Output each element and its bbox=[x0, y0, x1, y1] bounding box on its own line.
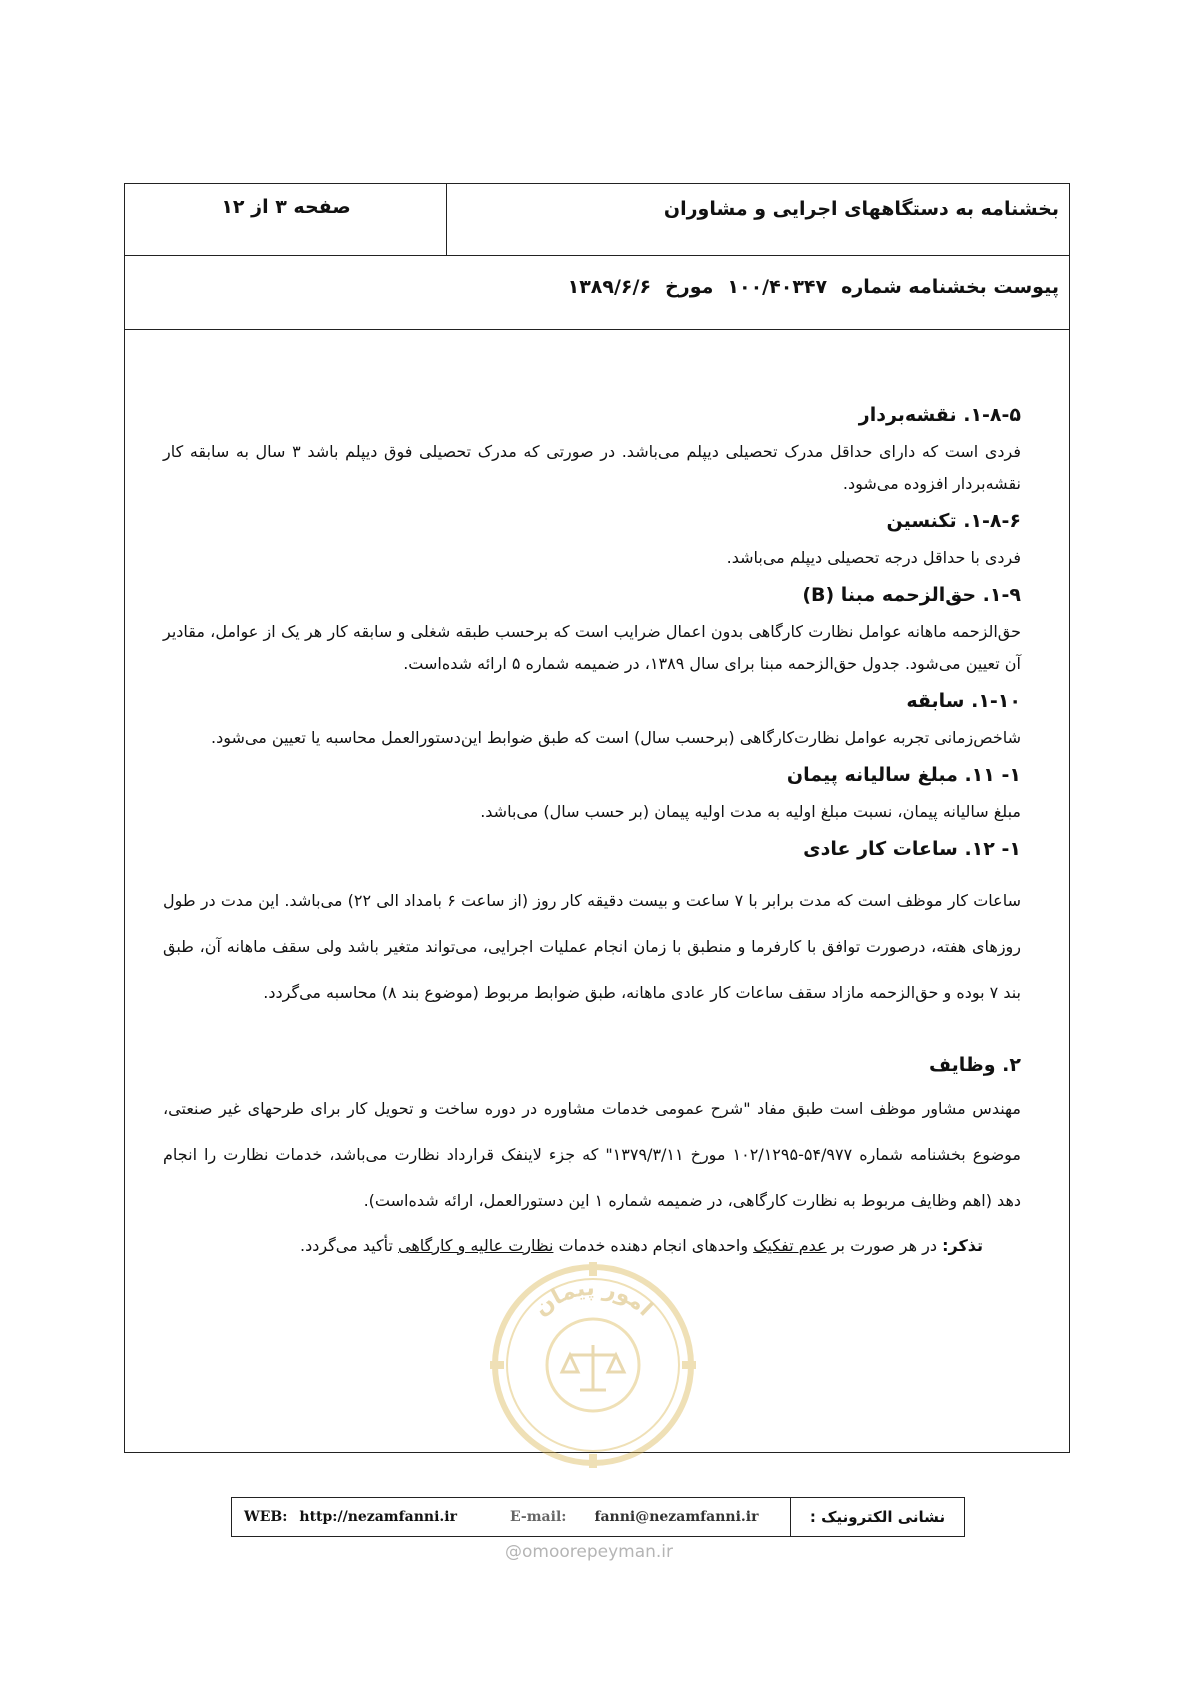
watermark-seal-icon bbox=[488, 1260, 698, 1470]
circular-number: ۱۰۰/۴۰۳۴۷ bbox=[727, 276, 828, 298]
header-row bbox=[125, 184, 1069, 256]
note-text: در هر صورت بر bbox=[826, 1236, 943, 1255]
note-underlined: عدم تفکیک bbox=[753, 1236, 827, 1255]
section-heading: ۱-۱۰. سابقه bbox=[906, 690, 1021, 712]
footer-contact-box bbox=[231, 1497, 965, 1537]
section-heading: ۱-۸-۶. تکنسین bbox=[886, 510, 1021, 532]
attachment-line bbox=[125, 256, 1069, 330]
watermark-site: @omoorepeyman.ir bbox=[505, 1542, 674, 1562]
footer-email bbox=[510, 1498, 758, 1536]
note-text: واحدهای انجام دهنده خدمات bbox=[553, 1236, 754, 1255]
footer-label: نشانی الکترونیک : bbox=[790, 1498, 964, 1536]
note-label: تذکر: bbox=[942, 1236, 983, 1255]
email-address[interactable]: fanni@nezamfanni.ir bbox=[594, 1509, 759, 1525]
section-paragraph: ساعات کار موظف است که مدت برابر با ۷ ساعت و بیست دقیقه کار روز (از ساعت ۶ بامداد الی ۲۲) می‌باشد. این مدت در طول روزهای هفته، درصورت توافق با کارفرما و منطبق با زمان انجام عملیات اجرایی، می‌تواند متغیر باشد ولی سقف ماهانه آن، طبق بند ۷ بوده و حق‌الزحمه مازاد سقف ساعات کار عادی ماهانه، طبق ضوابط مربوط (موضوع بند ۸) محاسبه می‌گردد. bbox=[163, 891, 1021, 1002]
section-heading: ۱- ۱۱. مبلغ سالیانه پیمان bbox=[786, 764, 1021, 786]
section-heading: ۱-۸-۵. نقشه‌بردار bbox=[858, 404, 1021, 426]
section-paragraph: شاخص‌زمانی تجربه عوامل نظارت‌کارگاهی (برحسب سال) است که طبق ضوابط این‌دستورالعمل محاسبه یا تعیین می‌شود. bbox=[211, 728, 1021, 747]
attachment-prefix: پیوست بخشنامه شماره bbox=[841, 276, 1059, 298]
footer-web bbox=[244, 1498, 457, 1536]
section-heading: ۱- ۱۲. ساعات کار عادی bbox=[803, 838, 1021, 860]
circular-date: ۱۳۸۹/۶/۶ bbox=[567, 276, 652, 298]
date-label: مورخ bbox=[665, 276, 714, 298]
page-number: صفحه ۳ از ۱۲ bbox=[221, 196, 351, 218]
section-paragraph: فردی با حداقل درجه تحصیلی دیپلم می‌باشد. bbox=[726, 548, 1021, 567]
section-heading: ۱-۹. حق‌الزحمه مبنا (B) bbox=[802, 584, 1021, 606]
email-label: E-mail: bbox=[510, 1509, 567, 1525]
note-text: تأکید می‌گردد. bbox=[300, 1236, 399, 1255]
document-body bbox=[163, 394, 1021, 1262]
web-label: WEB: bbox=[244, 1509, 288, 1525]
section-heading: ۲. وظایف bbox=[928, 1054, 1021, 1076]
note-paragraph bbox=[163, 1230, 1021, 1262]
section-paragraph: حق‌الزحمه ماهانه عوامل نظارت کارگاهی بدون اعمال ضرایب است که برحسب طبقه شغلی و سابقه کار هر یک از عوامل، مقادیر آن تعیین می‌شود. جدول حق‌الزحمه مبنا برای سال ۱۳۸۹، در ضمیمه شماره ۵ ارائه شده‌است. bbox=[163, 622, 1021, 673]
section-paragraph: مهندس مشاور موظف است طبق مفاد "شرح عمومی خدمات مشاوره در دوره ساخت و تحویل کار برای طرحهای غیر صنعتی، موضوع بخشنامه شماره ۵۴/۹۷۷-۱۰۲/۱۲۹۵ مورخ ۱۳۷۹/۳/۱۱" که جزء لاینفک قرارداد نظارت می‌باشد، خدمات نظارت را انجام دهد (اهم وظایف مربوط به نظارت کارگاهی، در ضمیمه شماره ۱ این دستورالعمل، ارائه شده‌است). bbox=[163, 1099, 1021, 1210]
web-link[interactable]: http://nezamfanni.ir bbox=[299, 1509, 457, 1525]
document-title: بخشنامه به دستگاههای اجرایی و مشاوران bbox=[446, 184, 1069, 255]
section-paragraph: فردی است که دارای حداقل مدرک تحصیلی دیپلم می‌باشد. در صورتی که مدرک تحصیلی فوق دیپلم باشد ۳ سال به سابقه کار نقشه‌بردار افزوده می‌شود. bbox=[163, 442, 1022, 493]
section-paragraph: مبلغ سالیانه پیمان، نسبت مبلغ اولیه به مدت اولیه پیمان (بر حسب سال) می‌باشد. bbox=[480, 802, 1021, 821]
watermark-seal-text: امور پیمان bbox=[529, 1275, 658, 1322]
note-underlined: نظارت عالیه و کارگاهی bbox=[398, 1236, 554, 1255]
